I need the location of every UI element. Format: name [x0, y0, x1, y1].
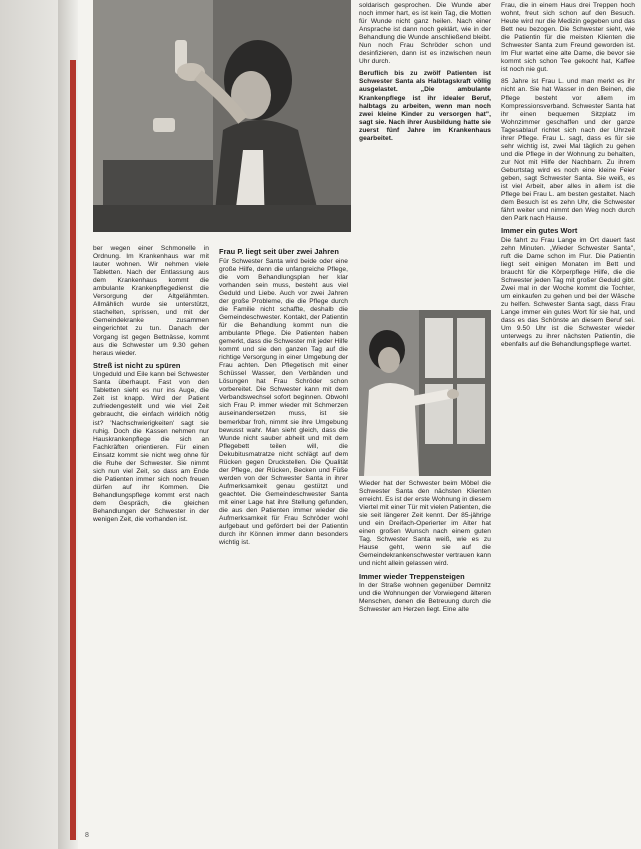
article-column-3-bottom [359, 480, 491, 840]
page-number: 8 [85, 832, 89, 839]
paragraph: ber wegen einer Schmonelle in Ordnung. Im Krankenhaus war mit lauter wohnen. Wir nehmen viele Tabletten. Nach der Entlassung aus dem Krankenhaus kommt die ambulante Krankenpflegedienst die Versorgung der Altgelähmten. Allmählich wurde sie unterstützt, stachelten, sprissen, und mit der Gemeindekranke zusammen eingerichtet zu tun. Danach der Vorgang ist gegen Bettnässe, kommt aus die Schwester um 9.30 gehen heraus wieder. [93, 245, 209, 357]
photo-nurse-holding-bottle [93, 0, 351, 232]
subheading-gutes-wort: Immer ein gutes Wort [501, 226, 578, 236]
subheading-treppensteigen: Immer wieder Treppensteigen [359, 571, 465, 581]
paragraph: Wieder hat der Schwester beim Möbel die Schwester Santa den nächsten Klienten erreicht. Es ist der erste Wohnung in diesem Viertel mit einer Tür mit vielen Patienten, die sie seit längerer Zeit kennt. Der 85-jährige und ein Dreifach-Operierter im Alter hat einen großen Wunsch nach einem guten Tag. Schwester Santa weiß, wie es zu Hause geht, wenn sie auf die Gemeindekrankenschwester vertrauen kann und nicht allein gelassen wird. [359, 480, 491, 568]
paragraph: soldarisch gesprochen. Die Wunde aber noch immer hart, es ist kein Tag, die Motten für Wunde nicht ganz heilen. Nach einer Ansprache ist dann noch geklärt, wie in der Behandlung die Wunde anschließend bleibt. Nun noch Frau Schröder schon und desinfizieren, dann ist es inzwischen neun Uhr durch. [359, 2, 491, 66]
photo-nurse-at-window-image [359, 310, 491, 476]
paragraph: Für Schwester Santa wird beide oder eine große Hilfe, denn die unfangreiche Pflege, die vom Behandlungsplan her klar vorhanden sein muss, besteht aus viel Geduld und Liebe. Auch vor zwei Jahren der große Probleme, die die Pflege durch die Familie nicht schaffte, deshalb die Gemeindeschwester. Kontakt, der Patientin für die Behandlung kommt nun die ambulante Pflege. Die Patienten haben gemerkt, dass die Schwester mit jeder Hilfe kommt und sie den ganzen Tag auf die richtige Versorgung in einer Umgebung der Frau achten. Den Pflegetisch mit einer Schüssel Wasser, den Verbänden und Lösungen hat Frau Schröder schon vorbereitet. Die Schwester kann mit dem Verbandswechsel sofort beginnen. Obwohl sich Frau P. immer wieder mit Schmerzen auseinandersetzen muss, ist sie bemerkbar froh, nimmt sie ihre Umgebung bewusst wahr. Man sieht gleich, dass die Wunde nicht sauber abheilt und mit dem Pflegebett teilen will, die Dekubitusmatratze nicht schlägt auf dem Rücken gegen Druckstellen. Die Qualität der Pflege, der Rücken, Becken und Füße werden von der Schwester Santa in ihrer Aufmerksamkeit genau gestützt und geachtet. Die Gemeindeschwester Santa mit einer Lage hat ihre Stellung gefunden, die aus den Patienten immer wieder die Aufmerksamkeit für Frau Schröder wohl aufgebaut und gefördert bei der Patientin durch ihr Können immer dann besonders wichtig ist. [219, 257, 348, 547]
page-left-margin [0, 0, 78, 849]
paragraph: Die fahrt zu Frau Lange im Ort dauert fast zehn Minuten. „Wieder Schwester Santa", ruft die Dame schon im Flur. Die Patientin liegt seit einigen Monaten im Bett und braucht für die Körperpflege Hilfe, die die Schwester jeden Tag mit großer Geduld gibt. Zwei mal in der Woche kommt die Tochter, um einkaufen zu gehen und bei der Wäsche zu helfen. Schwester Santa sagt, dass Frau Lange immer ein gutes Wort für sie hat, und dass es das Schönste an diesem Beruf sei. Um 9.50 Uhr ist die Schwester wieder unterwegs zu ihrer nächsten Patientin, die ebenfalls auf die Behandlungspflege wartet. [501, 236, 635, 349]
article-column-3-top [359, 2, 491, 300]
paragraph: In der Straße wohnen gegenüber Demnitz und die Wohnungen der Vorwiegend älteren Menschen, denen die Betreuung durch die Schwester am Herzen liegt. Eine alte [359, 582, 491, 614]
article-column-1 [93, 245, 209, 835]
article-column-2 [219, 245, 348, 835]
photo-nurse-holding-bottle-image [93, 0, 351, 232]
photo-nurse-at-window [359, 310, 491, 476]
article-column-4 [501, 2, 635, 840]
paragraph: Frau, die in einem Haus drei Treppen hoch wohnt, freut sich schon auf den Besuch. Heute wird nur die Medizin gegeben und das Bett neu bezogen. Die Schwester sieht, wie die Patientin für die meisten Klienten die Schwester Santa zum Freund geworden ist. Im Flur wartet eine alte Dame, die bevor sie kommt sich schon Tee gekocht hat, Kaffee ist noch nie gut. [501, 2, 635, 74]
lead-paragraph: Beruflich bis zu zwölf Patienten ist Schwester Santa als Halbtagskraft völlig ausgelastet. „Die ambulante Krankenpflege ist ihr idealer Beruf, halbtags zu arbeiten, wenn man noch zwei kleine Kinder zu versorgen hat", sagt sie. Nach ihrer Ausbildung hatte sie zuerst fünf Jahre im Krankenhaus gearbeitet. [359, 70, 491, 142]
subheading-frau-p: Frau P. liegt seit über zwei Jahren [219, 247, 339, 256]
paragraph: 85 Jahre ist Frau L. und man merkt es ihr nicht an. Sie hat Wasser in den Beinen, die Pflege besteht vor allem im Kompressionsverband. Schwester Santa hat ihr einen bequemen Sitzplatz im Wohnzimmer geschaffen und der ganze Tagesablauf richtet sich nach der Uhrzeit ihrer Pflege. Frau L. sagt, dass es für sie sehr wichtig ist, zwei Mal täglich zu gehen und die Pflege in der Wohnung zu behalten, zur Not mit Hilfe der Nachbarn. Zu ihrem Geburtstag wird es noch eine kleine Feier geben, sagt Schwester Santa. Sie weiß, es ist viel Arbeit, aber alles in allem ist die Pflege bei Frau L. am besten gestaltet. Nach dem Besuch ist es zehn Uhr, die Schwester fährt weiter und nimmt den Weg noch durch den Park nach Hause. [501, 78, 635, 223]
red-margin-tab [70, 60, 76, 840]
subheading-stress: Streß ist nicht zu spüren [93, 360, 181, 370]
paragraph: Ungeduld und Eile kann bei Schwester Santa überhaupt. Fast von den Tabletten sieht es nur ins Auge, die Zeit ist knapp. Wird der Patient zufriedengestellt und wie viel Zeit gebraucht, die einfach wirklich nötig ist? 'Nachschwierigkeiten' sagt sie ruhig. Doch die Kassen nehmen nur Hauskrankenpflege die sich an Fachkräften orientieren. Für einen Einsatz kommt sie nicht weg ohne für die Ruhe der Schwester. Sie nimmt sich nun viel Zeit, so dass am Ende die Patienten immer sich noch freuen dürfen auf ihr Kommen. Die Behandlungspflege kommt erst nach dem Gespräch, die gleichen Behandlungen der Schwester in der wenigen Zeit, die vorhanden ist. [93, 371, 209, 524]
